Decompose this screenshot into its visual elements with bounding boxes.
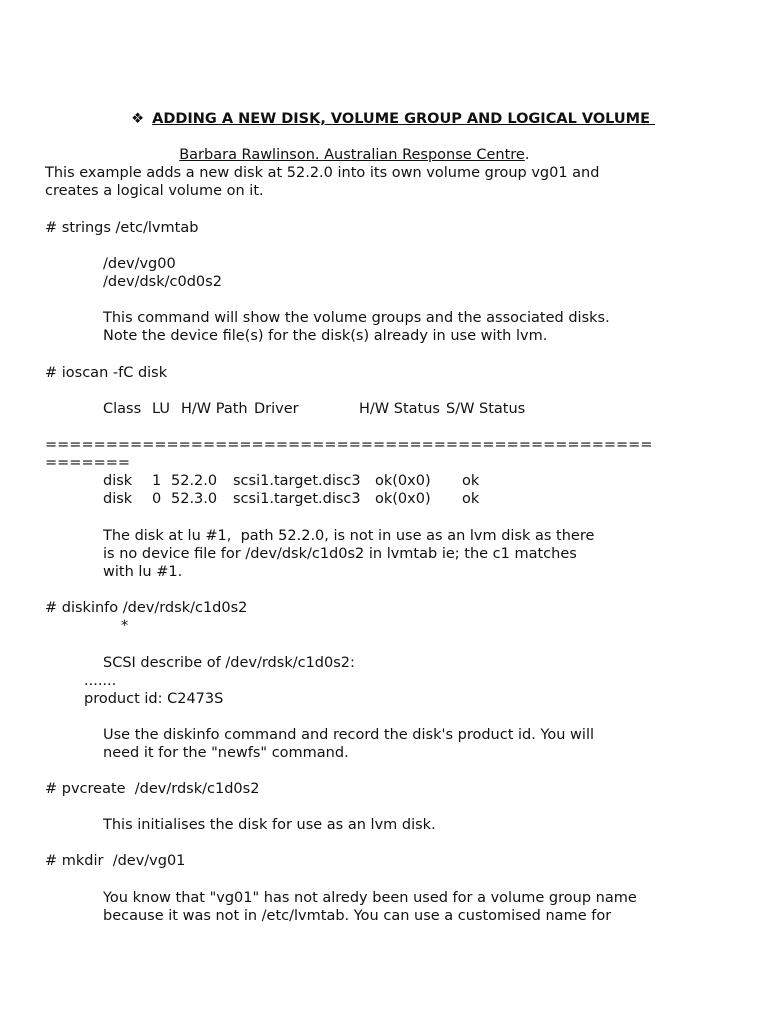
row-2-lu: 0 xyxy=(152,491,162,507)
diskinfo-note-line-2: need it for the "newfs" command. xyxy=(103,745,349,761)
header-lu: LU xyxy=(152,401,170,417)
command-mkdir: # mkdir /dev/vg01 xyxy=(45,853,186,869)
row-1-sw-status: ok xyxy=(462,473,480,489)
ioscan-note-line-1: The disk at lu #1, path 52.2.0, is not in use as an lvm disk as there xyxy=(103,528,595,544)
row-2-sw-status: ok xyxy=(462,491,480,507)
lvmtab-output-line-1: /dev/vg00 xyxy=(103,256,176,272)
header-class: Class xyxy=(103,401,142,417)
intro-line-2: creates a logical volume on it. xyxy=(45,183,264,199)
pvcreate-note: This initialises the disk for use as an lvm disk. xyxy=(103,817,436,833)
row-2-hw-status: ok(0x0) xyxy=(375,491,431,507)
diskinfo-dots: ....... xyxy=(84,673,117,689)
document-title xyxy=(121,92,655,128)
row-2-driver: scsi1.target.disc3 xyxy=(233,491,361,507)
header-driver: Driver xyxy=(254,401,299,417)
row-2-hw-path: 52.3.0 xyxy=(171,491,218,507)
table-separator-line-2: ======= xyxy=(45,455,131,471)
lvmtab-output-line-2: /dev/dsk/c0d0s2 xyxy=(103,274,222,290)
diskinfo-product-id: product id: C2473S xyxy=(84,691,224,707)
row-1-hw-path: 52.2.0 xyxy=(171,473,218,489)
row-1-class: disk xyxy=(103,473,133,489)
lvmtab-note-line-2: Note the device file(s) for the disk(s) already in use with lvm. xyxy=(103,328,548,344)
diamond-bullet-icon: ❖ xyxy=(131,111,145,127)
title-text: ADDING A NEW DISK, VOLUME GROUP AND LOGICAL VOLUME xyxy=(152,111,656,127)
row-1-hw-status: ok(0x0) xyxy=(375,473,431,489)
mkdir-note-line-1: You know that "vg01" has not alredy been used for a volume group name xyxy=(103,890,637,906)
author-name: Barbara Rawlinson. Australian Response Centre xyxy=(179,147,525,163)
lvmtab-note-line-1: This command will show the volume groups and the associated disks. xyxy=(103,310,610,326)
command-pvcreate: # pvcreate /dev/rdsk/c1d0s2 xyxy=(45,781,260,797)
diskinfo-asterisk: * xyxy=(121,618,129,634)
ioscan-note-line-3: with lu #1. xyxy=(103,564,183,580)
header-hw-path: H/W Path xyxy=(181,401,248,417)
command-diskinfo: # diskinfo /dev/rdsk/c1d0s2 xyxy=(45,600,248,616)
intro-line-1: This example adds a new disk at 52.2.0 into its own volume group vg01 and xyxy=(45,165,600,181)
ioscan-note-line-2: is no device file for /dev/dsk/c1d0s2 in lvmtab ie; the c1 matches xyxy=(103,546,577,562)
table-separator-line-1: ================================================== xyxy=(45,437,653,453)
author-line xyxy=(170,128,529,164)
diskinfo-note-line-1: Use the diskinfo command and record the disk's product id. You will xyxy=(103,727,595,743)
command-strings: # strings /etc/lvmtab xyxy=(45,220,199,236)
mkdir-note-line-2: because it was not in /etc/lvmtab. You can use a customised name for xyxy=(103,908,612,924)
command-ioscan: # ioscan -fC disk xyxy=(45,365,168,381)
header-sw-status: S/W Status xyxy=(446,401,526,417)
author-suffix: . xyxy=(524,147,530,163)
header-hw-status: H/W Status xyxy=(359,401,440,417)
row-2-class: disk xyxy=(103,491,133,507)
row-1-driver: scsi1.target.disc3 xyxy=(233,473,361,489)
row-1-lu: 1 xyxy=(152,473,162,489)
diskinfo-describe: SCSI describe of /dev/rdsk/c1d0s2: xyxy=(103,655,355,671)
